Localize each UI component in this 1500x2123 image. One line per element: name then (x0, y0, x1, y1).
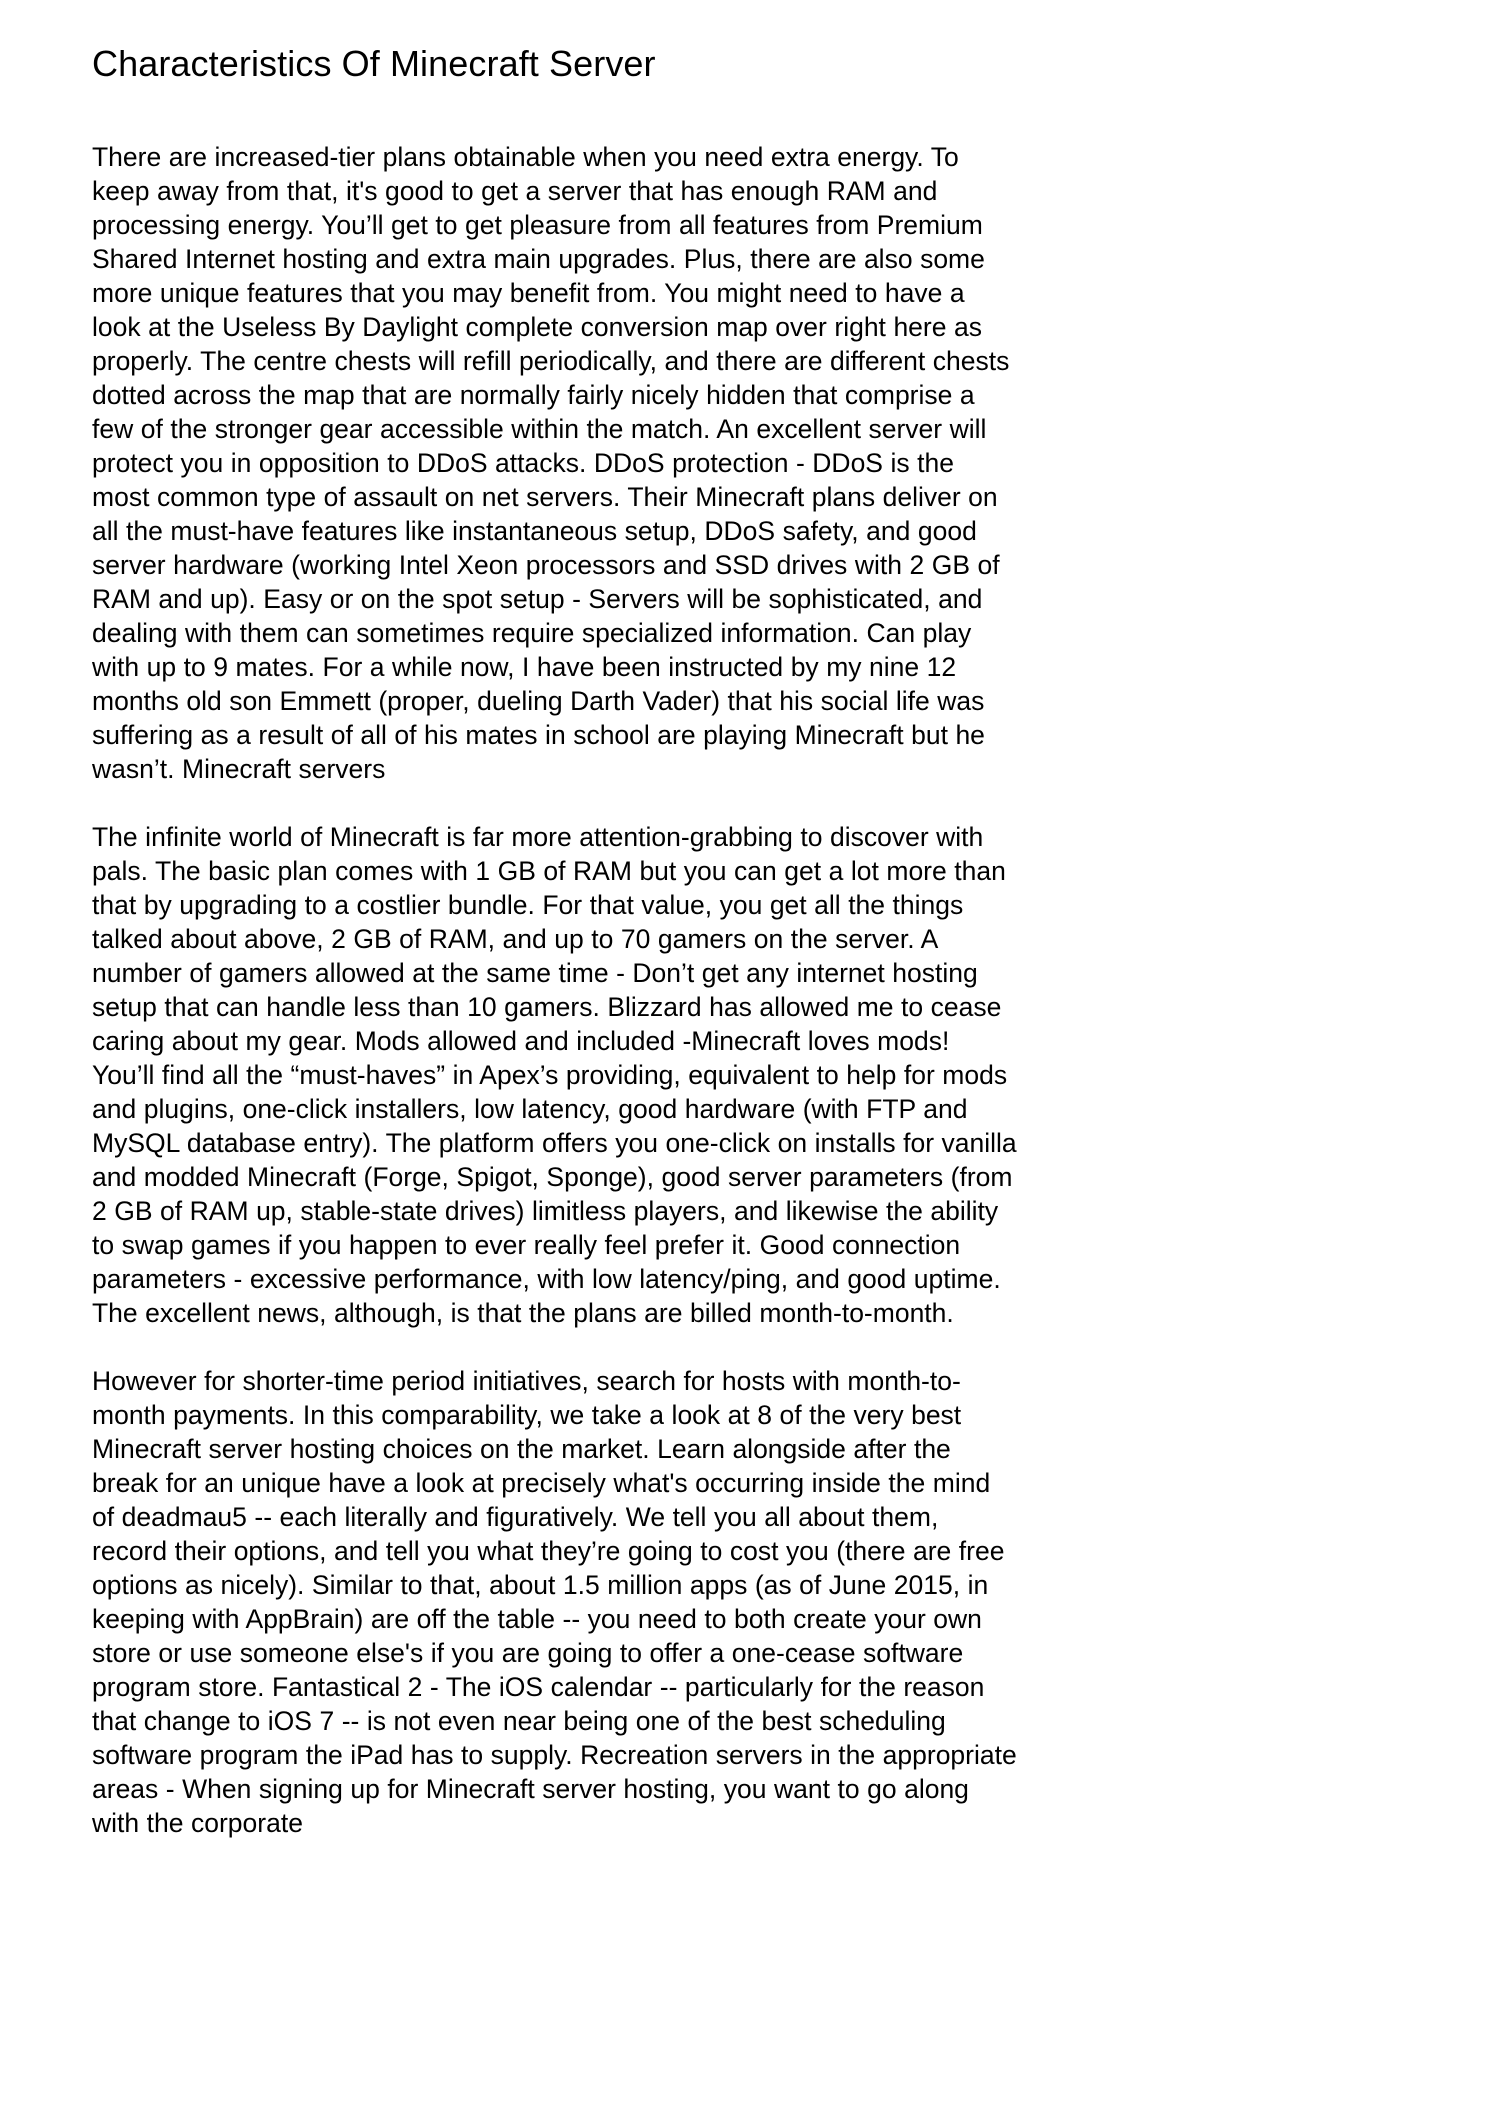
body-paragraph-3: However for shorter-time period initiatives, search for hosts with month-to-month payments. In this comparability, we take a look at 8 of the very best Minecraft server hosting choices on the market. Learn alongside after the break for an unique have a look at precisely what's occurring inside the mind of deadmau5 -- each literally and figuratively. We tell you all about them, record their options, and tell you what they’re going to cost you (there are free options as nicely). Similar to that, about 1.5 million apps (as of June 2015, in keeping with AppBrain) are off the table -- you need to both create your own store or use someone else's if you are going to offer a one-cease software program store. Fantastical 2 - The iOS calendar -- particularly for the reason that change to iOS 7 -- is not even near being one of the best scheduling software program the iPad has to supply. Recreation servers in the appropriate areas - When signing up for Minecraft server hosting, you want to go along with the corporate (92, 1366, 1017, 1838)
body-paragraph-2: The infinite world of Minecraft is far more attention-grabbing to discover with pals. The basic plan comes with 1 GB of RAM but you can get a lot more than that by upgrading to a costlier bundle. For that value, you get all the things talked about above, 2 GB of RAM, and up to 70 gamers on the server. A number of gamers allowed at the same time - Don’t get any internet hosting setup that can handle less than 10 gamers. Blizzard has allowed me to cease caring about my gear. Mods allowed and included -Minecraft loves mods! You’ll find all the “must-haves” in Apex’s providing, equivalent to help for mods and plugins, one-click installers, low latency, good hardware (with FTP and MySQL database entry). The platform offers you one-click on installs for vanilla and modded Minecraft (Forge, Spigot, Sponge), good server parameters (from 2 GB of RAM up, stable-state drives) limitless players, and likewise the ability to swap games if you happen to ever really feel prefer it. Good connection parameters - excessive performance, with low latency/ping, and good uptime. The excellent news, although, is that the plans are billed month-to-month. (92, 822, 1017, 1328)
body-paragraph-1: There are increased-tier plans obtainable when you need extra energy. To keep away from that, it's good to get a server that has enough RAM and processing energy. You’ll get to get pleasure from all features from Premium Shared Internet hosting and extra main upgrades. Plus, there are also some more unique features that you may benefit from. You might need to have a look at the Useless By Daylight complete conversion map over right here as properly. The centre chests will refill periodically, and there are different chests dotted across the map that are normally fairly nicely hidden that comprise a few of the stronger gear accessible within the match. An excellent server will protect you in opposition to DDoS attacks. DDoS protection - DDoS is the most common type of assault on net servers. Their Minecraft plans deliver on all the must-have features like instantaneous setup, DDoS safety, and good server hardware (working Intel Xeon processors and SSD drives with 2 GB of RAM and up). Easy or on the spot setup - Servers will be sophisticated, and dealing with them can sometimes require specialized information. Can play with up to 9 mates. For a while now, I have been instructed by my nine 12 months old son Emmett (proper, dueling Darth Vader) that his social life was suffering as a result of all of his mates in school are playing Minecraft but he wasn’t. Minecraft servers (92, 142, 1010, 784)
page-title: Characteristics Of Minecraft Server (92, 43, 656, 84)
document-content (92, 0, 1017, 1838)
